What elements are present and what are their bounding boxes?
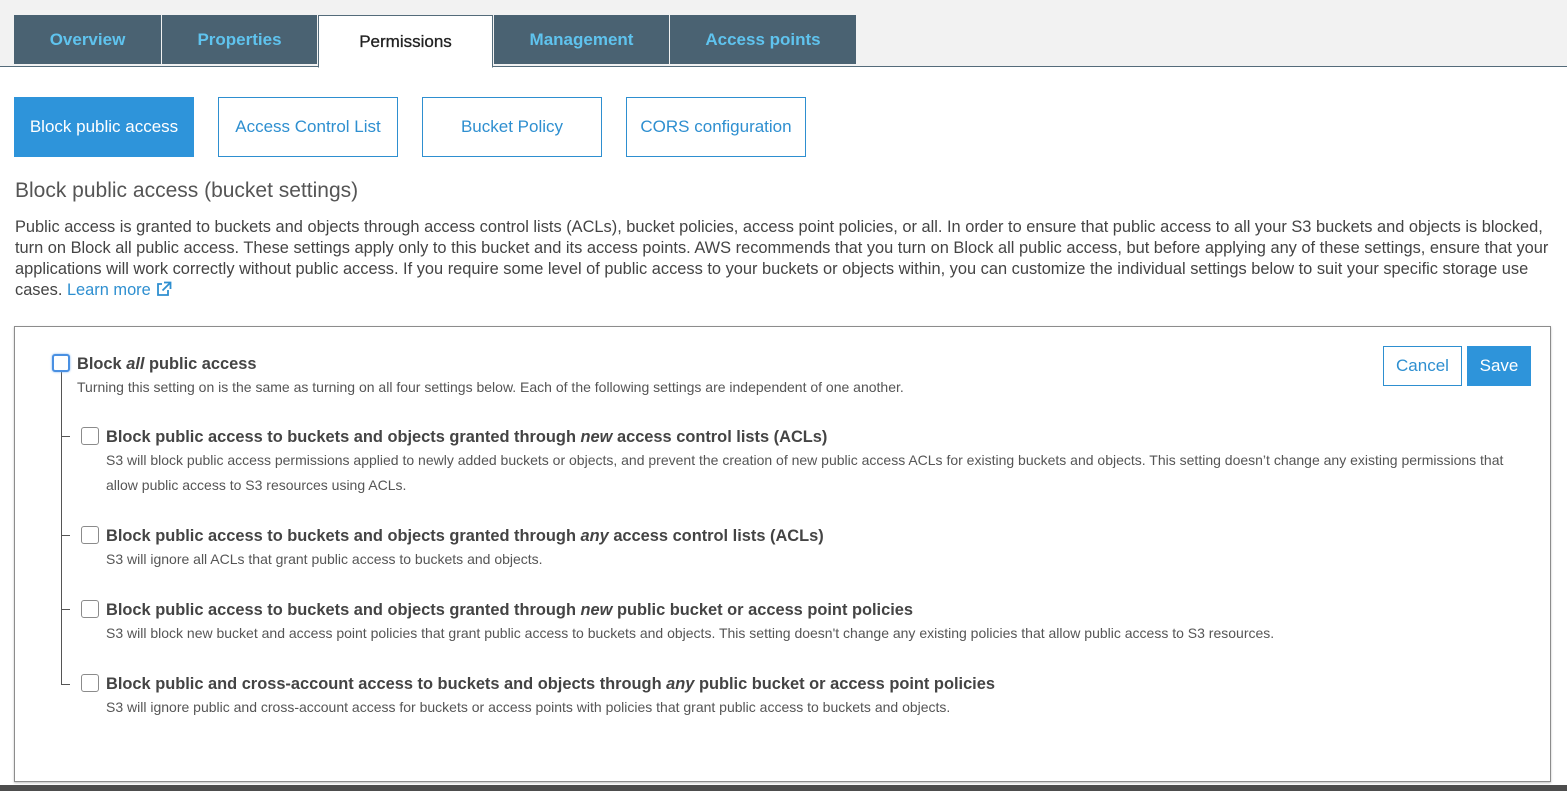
external-link-icon xyxy=(155,281,172,303)
option-new-acls-checkbox[interactable] xyxy=(81,427,99,445)
tab-overview-label: Overview xyxy=(49,29,126,49)
option-title-pre: Block public access to buckets and objects granted through xyxy=(106,527,581,545)
option-title-em: any xyxy=(580,527,609,545)
cancel-button[interactable]: Cancel xyxy=(1383,346,1462,386)
option-title-post: access control lists (ACLs) xyxy=(612,428,828,446)
tab-permissions-label: Permissions xyxy=(359,31,452,51)
tab-overview[interactable] xyxy=(14,15,161,64)
option-any-acls-description: S3 will ignore all ACLs that grant public access to buckets and objects. xyxy=(106,551,543,567)
option-title-post: access control lists (ACLs) xyxy=(608,527,824,545)
option-new-policies-description: S3 will block new bucket and access point policies that grant public access to buckets and objects. This setting doesn't change any existing policies that allow public access to S3 resources. xyxy=(106,625,1275,641)
subtab-access-control-list[interactable]: Access Control List xyxy=(218,97,398,157)
option-title-em: new xyxy=(580,428,613,446)
save-button[interactable]: Save xyxy=(1467,346,1531,386)
tab-management[interactable] xyxy=(494,15,669,64)
bottom-bar xyxy=(0,785,1567,791)
option-title-pre: Block public and cross-account access to buckets and objects through xyxy=(106,675,667,693)
learn-more-link[interactable] xyxy=(67,281,172,299)
tab-management-label: Management xyxy=(529,29,634,49)
option-new-acls-description: S3 will block public access permissions applied to newly added buckets or objects, and prevent the creation of new public access ACLs for existing buckets and objects. This setting doesn’t change any existing permissions that allow public access to S3 resources using ACLs. xyxy=(106,452,1504,493)
tree-branch xyxy=(61,436,70,437)
top-tab-strip xyxy=(0,0,1567,67)
option-title-em: any xyxy=(666,675,695,693)
master-title-pre: Block xyxy=(77,355,127,373)
tab-access-points[interactable] xyxy=(670,15,856,64)
option-title-post: public bucket or access point policies xyxy=(612,601,913,619)
tree-branch xyxy=(61,684,70,685)
subtab-cors-configuration[interactable]: CORS configuration xyxy=(626,97,806,157)
option-title-pre: Block public access to buckets and objects granted through xyxy=(106,601,581,619)
learn-more-label: Learn more xyxy=(66,281,151,299)
block-public-access-panel xyxy=(14,326,1551,782)
option-any-policies-checkbox[interactable] xyxy=(81,674,99,692)
tab-access-points-label: Access points xyxy=(705,29,821,49)
block-all-public-access-checkbox[interactable] xyxy=(52,354,70,372)
option-any-policies-title xyxy=(106,675,995,694)
option-any-policies-description: S3 will ignore public and cross-account access for buckets or access points with policies that grant public access to buckets and objects. xyxy=(106,699,951,715)
subtab-block-public-access[interactable]: Block public access xyxy=(14,97,194,157)
option-any-acls-title xyxy=(106,527,824,546)
tree-branch xyxy=(61,535,70,536)
section-description xyxy=(15,217,1550,303)
option-new-acls-title xyxy=(106,428,827,447)
tab-permissions[interactable] xyxy=(318,15,493,68)
option-title-em: new xyxy=(580,601,613,619)
block-all-public-access-title xyxy=(77,355,257,374)
tab-properties[interactable] xyxy=(162,15,317,64)
master-title-em: all xyxy=(126,355,145,373)
option-new-policies-title xyxy=(106,601,913,620)
option-title-pre: Block public access to buckets and objects granted through xyxy=(106,428,581,446)
master-title-post: public access xyxy=(144,355,257,373)
option-new-policies-checkbox[interactable] xyxy=(81,600,99,618)
block-all-public-access-description: Turning this setting on is the same as turning on all four settings below. Each of the following settings are independent of one another. xyxy=(77,379,904,395)
section-description-text: Public access is granted to buckets and objects through access control lists (ACLs), bucket policies, access point policies, or all. In order to ensure that public access to all your S3 buckets and objects is blocked, turn on Block all public access. These settings apply only to this bucket and its access points. AWS recommends that you turn on Block all public access, but before applying any of these settings, ensure that your applications will work correctly without public access. If you require some level of public access to your buckets or objects within, you can customize the individual settings below to suit your specific storage use cases. xyxy=(15,218,1549,299)
subtab-bucket-policy[interactable]: Bucket Policy xyxy=(422,97,602,157)
section-title: Block public access (bucket settings) xyxy=(15,179,359,202)
tab-properties-label: Properties xyxy=(197,29,282,49)
option-any-acls-checkbox[interactable] xyxy=(81,526,99,544)
tree-branch xyxy=(61,609,70,610)
option-title-post: public bucket or access point policies xyxy=(694,675,995,693)
tree-vertical-line xyxy=(61,372,62,685)
